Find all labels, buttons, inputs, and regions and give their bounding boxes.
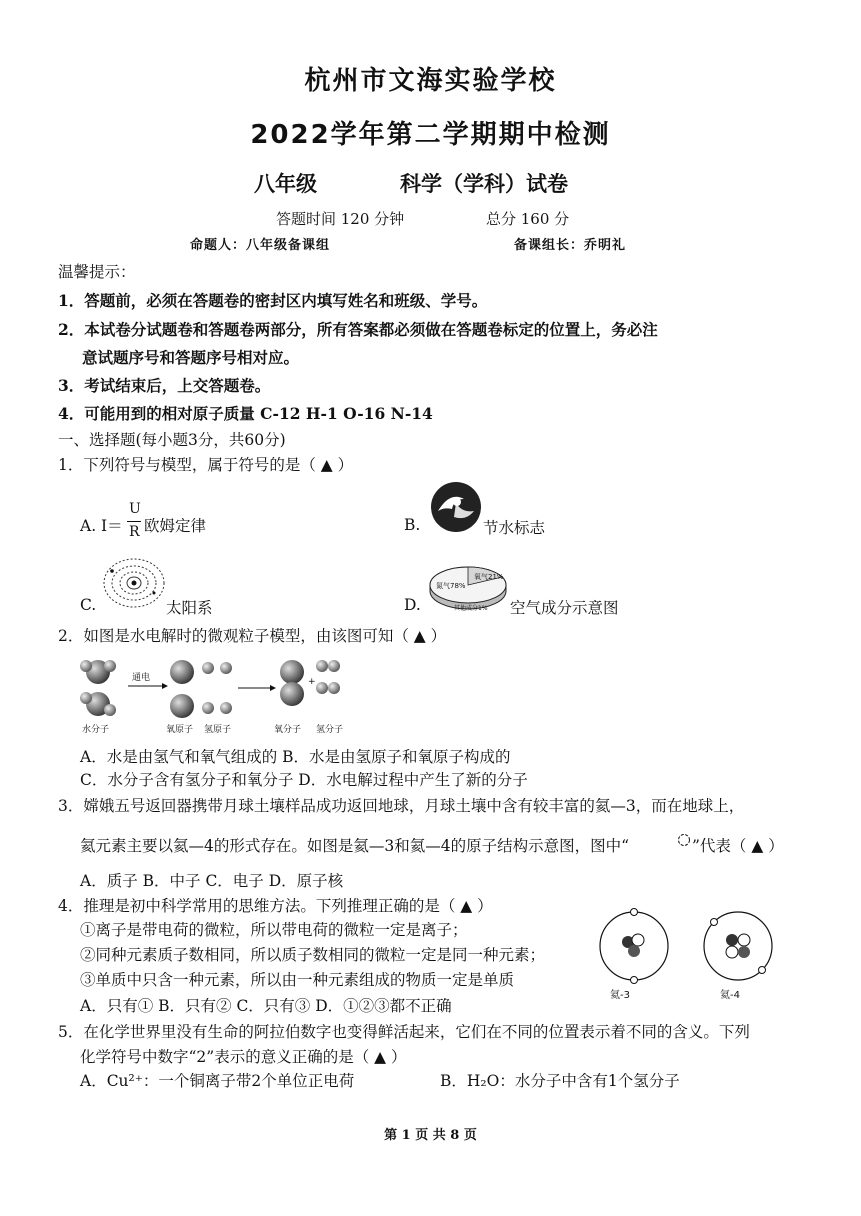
helium-3-atom-diagram bbox=[594, 906, 682, 1002]
q4-statement-1: ①离子是带电荷的微粒，所以带电荷的微粒一定是离子； bbox=[80, 921, 468, 939]
water-saving-logo-icon bbox=[430, 481, 482, 533]
label-hydrogen-atom: 氢原子 bbox=[204, 725, 232, 735]
total-info: 总分 160 分 bbox=[486, 210, 570, 228]
q1-stem: 1．下列符号与模型，属于符号的是（ ▲ ） bbox=[58, 456, 354, 474]
q5-option-a: A．Cu²⁺：一个铜离子带2个单位正电荷 bbox=[80, 1072, 355, 1090]
exam-title: 2022学年第二学期期中检测 bbox=[250, 120, 611, 150]
fraction-bar bbox=[127, 521, 141, 522]
leader-info: 备课组长：乔明礼 bbox=[514, 238, 627, 253]
label-helium-3: 氦-3 bbox=[610, 990, 630, 1001]
q1-option-b-prefix: B. bbox=[404, 516, 421, 534]
label-electrify: 通电 bbox=[132, 673, 151, 683]
tip-2-cont: 意试题序号和答题序号相对应。 bbox=[82, 348, 300, 367]
tip-1: 1．答题前，必须在答题卷的密封区内填写姓名和班级、学号。 bbox=[58, 291, 488, 310]
q1-option-c-prefix: C. bbox=[80, 596, 97, 614]
school-title: 杭州市文海实验学校 bbox=[304, 66, 557, 96]
label-oxygen-molecule: 氧分子 bbox=[274, 725, 302, 735]
q1-option-d-prefix: D. bbox=[404, 596, 421, 614]
air-composition-pie-icon bbox=[428, 555, 508, 611]
q1-option-a-prefix: A. I＝ bbox=[80, 517, 123, 535]
q4-statement-2: ②同种元素质子数相同，所以质子数相同的微粒一定是同一种元素； bbox=[80, 946, 546, 964]
svg-text:+: + bbox=[308, 677, 316, 687]
grade-label: 八年级 bbox=[254, 172, 317, 196]
pie-label-nitrogen: 氮气78% bbox=[436, 582, 466, 590]
tip-3: 3．考试结束后，上交答题卷。 bbox=[58, 376, 271, 395]
q5-stem-line1: 5．在化学世界里没有生命的阿拉伯数字也变得鲜活起来，它们在不同的位置表示着不同的含义。下列 bbox=[58, 1023, 750, 1041]
electron-ring-icon bbox=[677, 833, 691, 847]
q1-option-b-text: 节水标志 bbox=[483, 519, 546, 537]
label-hydrogen-molecule: 氢分子 bbox=[316, 725, 344, 735]
tips-title: 温馨提示： bbox=[58, 263, 136, 281]
label-helium-4: 氦-4 bbox=[720, 990, 740, 1001]
subject-label: 科学（学科）试卷 bbox=[400, 172, 568, 196]
q3-stem-line1: 3．嫦娥五号返回器携带月球土壤样品成功返回地球，月球土壤中含有较丰富的氦—3，而在地球上， bbox=[58, 797, 745, 815]
section-heading: 一、选择题(每小题3分，共60分) bbox=[58, 431, 286, 449]
solar-system-icon bbox=[102, 557, 166, 609]
q1-option-c-text: 太阳系 bbox=[166, 599, 213, 617]
q5-option-b: B．H₂O：水分子中含有1个氢分子 bbox=[440, 1072, 680, 1090]
label-oxygen-atom: 氧原子 bbox=[166, 725, 194, 735]
pie-label-other: 其他成分1% bbox=[454, 605, 488, 612]
q2-options-row2: C．水分子含有氢分子和氧分子 D．水电解过程中产生了新的分子 bbox=[80, 771, 528, 789]
q4-statement-3: ③单质中只含一种元素，所以由一种元素组成的物质一定是单质 bbox=[80, 971, 515, 989]
q1-formula-numerator: U bbox=[129, 501, 141, 517]
q4-options: A．只有① B．只有② C．只有③ D．①②③都不正确 bbox=[80, 997, 452, 1015]
q1-option-a-text: 欧姆定律 bbox=[144, 517, 207, 535]
time-info: 答题时间 120 分钟 bbox=[276, 210, 405, 228]
q3-options: A．质子 B．中子 C．电子 D．原子核 bbox=[80, 872, 344, 890]
q5-stem-line2: 化学符号中数字“2”表示的意义正确的是（ ▲ ） bbox=[80, 1048, 407, 1066]
q3-stem-line2b: ”代表（ ▲ ） bbox=[692, 837, 784, 855]
page-footer: 第 1 页 共 8 页 bbox=[384, 1128, 477, 1143]
q2-options-row1: A．水是由氢气和氧气组成的 B．水是由氢原子和氧原子构成的 bbox=[80, 748, 511, 766]
water-electrolysis-diagram bbox=[78, 654, 368, 738]
tip-4: 4．可能用到的相对原子质量 C-12 H-1 O-16 N-14 bbox=[58, 404, 433, 423]
q3-stem-line2a: 氦元素主要以氦—4的形式存在。如图是氦—3和氦—4的原子结构示意图，图中“ bbox=[80, 837, 630, 855]
tip-2: 2．本试卷分试题卷和答题卷两部分，所有答案都必须做在答题卷标定的位置上，务必注 bbox=[58, 320, 658, 339]
q2-stem: 2．如图是水电解时的微观粒子模型，由该图可知（ ▲ ） bbox=[58, 627, 447, 645]
q1-formula-denominator: R bbox=[129, 524, 140, 540]
author-info: 命题人：八年级备课组 bbox=[190, 238, 331, 253]
q4-stem: 4．推理是初中科学常用的思维方法。下列推理正确的是（ ▲ ） bbox=[58, 897, 493, 915]
helium-4-atom-diagram bbox=[698, 906, 786, 1002]
pie-label-oxygen: 氧气21% bbox=[474, 573, 504, 581]
q1-option-d-text: 空气成分示意图 bbox=[510, 599, 619, 617]
label-water-molecule: 水分子 bbox=[82, 725, 110, 735]
